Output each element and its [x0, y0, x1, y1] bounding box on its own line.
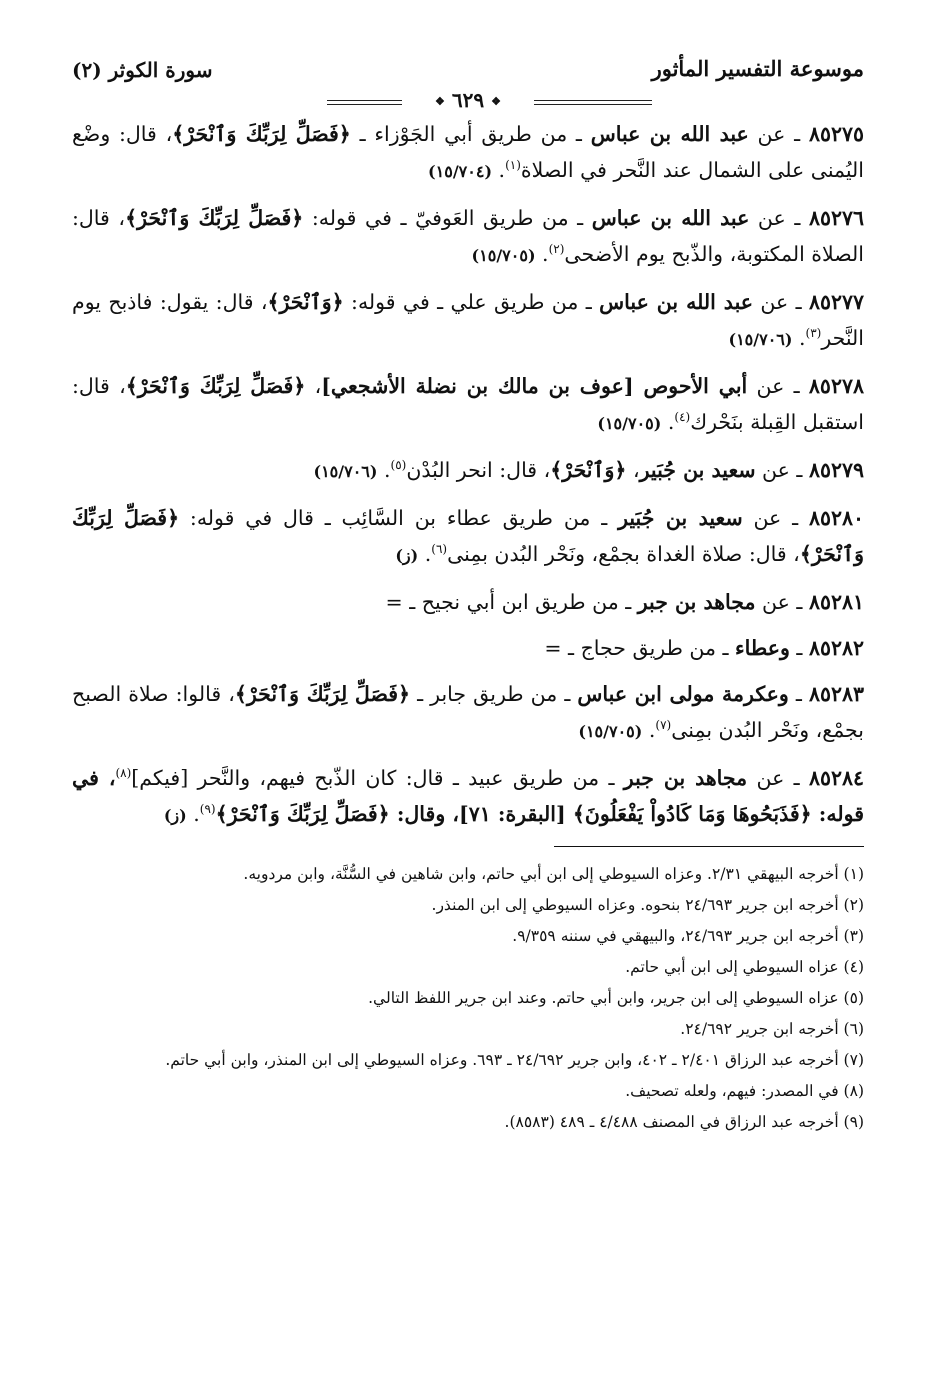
separator: ـ	[788, 682, 809, 706]
footnote-marker: (٥)	[390, 458, 407, 473]
quran-verse: ، في قوله: ﴿فَذَبَحُوهَا وَمَا كَادُواْ يَفْعَلُونَ﴾ [البقرة: ٧١]، وقال: ﴿فَصَلِّ لِرَبِّكَ وَٱنْحَرْ﴾	[72, 766, 864, 826]
narration-text: .	[186, 802, 200, 826]
narration-text: ، قال: انحر البُدْن	[406, 458, 551, 482]
footnote-marker: (٤)	[674, 410, 691, 425]
footnote-marker: (٨)	[115, 766, 132, 781]
narration-chain: ـ من طريق عبيد ـ قال: كان الذّبح فيهم، والنَّحر [فيكم]	[131, 766, 624, 790]
narration-entry	[72, 584, 864, 620]
footnotes	[72, 861, 864, 1135]
narration-text: عن	[747, 374, 785, 398]
narration-entry	[72, 760, 864, 834]
ornament-icon: ❖	[435, 95, 445, 108]
separator: ـ	[789, 458, 809, 482]
narration-text: .	[642, 718, 656, 742]
narration-entry	[72, 284, 864, 358]
separator: ـ	[785, 122, 809, 146]
narrator-name: عبد الله بن عباس	[599, 290, 753, 314]
narrator-name: سعيد بن جُبَير	[639, 458, 756, 482]
quran-verse: ﴿فَصَلِّ لِرَبِّكَ وَٱنْحَرْ﴾	[125, 374, 306, 398]
footnote: (٣) أخرجه ابن جرير ٢٤/٦٩٣، والبيهقي في سننه ٩/٣٥٩.	[512, 927, 864, 945]
narration-text: عن	[742, 506, 782, 530]
source-reference: (١٥/٧٠٥)	[471, 246, 536, 265]
narration-text: ، قال: الصلاة المكتوبة، والذّبح يوم الأضحى	[72, 206, 864, 266]
footnote-marker: (٦)	[431, 542, 448, 557]
narration-entry	[72, 452, 864, 490]
source-reference: (ز)	[163, 806, 187, 825]
document-page	[72, 56, 864, 1140]
book-title: موسوعة التفسير المأثور	[651, 56, 864, 81]
narration-chain: ـ من طريق أبي الجَوْزاء ـ	[350, 122, 591, 146]
narration-chain: ،	[305, 374, 322, 398]
narration-chain: ـ من طريق ابن أبي نجيح ـ =	[385, 590, 638, 614]
narration-text: .	[792, 326, 806, 350]
narration-chain: ـ من طريق جابر ـ	[410, 682, 578, 706]
footnote: (٩) أخرجه عبد الرزاق في المصنف ٤/٤٨٨ ـ ٤٨٩ (٨٥٨٣).	[504, 1113, 864, 1131]
narration-text: ، قال: صلاة الغداة بجمْع، ونَحْر البُدن بمِنى	[447, 542, 800, 566]
narration-text: عن	[749, 206, 786, 230]
narration-chain: ـ من طريق علي ـ في قوله:	[343, 290, 600, 314]
footnote-marker: (٣)	[805, 326, 822, 341]
narration-entry	[72, 500, 864, 574]
narration-text: ، قال: وضْع اليُمنى على الشمال عند النَّحر في الصلاة	[72, 122, 864, 182]
narration-text: عن	[755, 590, 790, 614]
narrator-name: عبد الله بن عباس	[591, 206, 750, 230]
narration-text: .	[535, 242, 549, 266]
narration-text: ، قالوا: صلاة الصبح بجمْع، ونَحْر البُدن بمِنى	[72, 682, 864, 742]
footnote: (١) أخرجه البيهقي ٢/٣١. وعزاه السيوطي إلى ابن أبي حاتم، وابن شاهين في السُّنَّة، وابن مردويه.	[243, 865, 864, 883]
page-number: ٦٢٩	[451, 88, 485, 112]
separator: ـ	[781, 506, 809, 530]
narration-text: .	[492, 158, 506, 182]
separator: ـ	[789, 590, 809, 614]
footnote: (٤) عزاه السيوطي إلى ابن أبي حاتم.	[625, 958, 864, 976]
narration-text: .	[661, 410, 675, 434]
narration-number: ٨٥٢٨٢	[808, 636, 864, 660]
footnote-marker: (٢)	[548, 242, 565, 257]
source-reference: (١٥/٧٠٦)	[313, 462, 378, 481]
footnote-marker: (٧)	[655, 718, 672, 733]
footnote: (٧) أخرجه عبد الرزاق ٢/٤٠١ ـ ٤٠٢، وابن جرير ٢٤/٦٩٢ ـ ٦٩٣. وعزاه السيوطي إلى ابن المنذر، وابن أبي حاتم.	[165, 1051, 864, 1069]
surah-title: سورة الكوثر (٢)	[72, 58, 213, 82]
narrator-name: مجاهد بن جبر	[623, 766, 748, 790]
narrator-name: سعيد بن جُبَير	[618, 506, 743, 530]
narrations	[72, 116, 864, 834]
narrator-name: وعطاء	[735, 636, 790, 660]
quran-verse: ﴿وَٱنْحَرْ﴾	[550, 458, 627, 482]
footnote: (٦) أخرجه ابن جرير ٢٤/٦٩٢.	[680, 1020, 864, 1038]
narrator-name: وعكرمة مولى ابن عباس	[577, 682, 789, 706]
footnote: (٨) في المصدر: فيهم، ولعله تصحيف.	[625, 1082, 864, 1100]
footnote-divider	[554, 846, 864, 847]
narration-entry	[72, 630, 864, 666]
narrator-name: عبد الله بن عباس	[590, 122, 749, 146]
narration-entry	[72, 116, 864, 190]
narration-number: ٨٥٢٧٦	[808, 206, 864, 230]
separator: ـ	[784, 766, 809, 790]
narration-entry	[72, 200, 864, 274]
narration-chain: ـ من طريق حجاج ـ =	[544, 636, 736, 660]
quran-verse: ﴿فَصَلِّ لِرَبِّكَ وَٱنْحَرْ﴾	[172, 122, 351, 146]
narration-number: ٨٥٢٨٠	[808, 506, 865, 530]
narration-entry	[72, 368, 864, 442]
separator: ـ	[784, 374, 809, 398]
quran-verse: ﴿وَٱنْحَرْ﴾	[267, 290, 344, 314]
footnote-marker: (٩)	[199, 802, 216, 817]
narration-number: ٨٥٢٧٥	[808, 122, 864, 146]
narration-number: ٨٥٢٨٣	[808, 682, 864, 706]
narrator-name: أبي الأحوص [عوف بن مالك بن نضلة الأشجعي]	[321, 374, 748, 398]
narrator-name: مجاهد بن جبر	[637, 590, 756, 614]
footnote: (٥) عزاه السيوطي إلى ابن جرير، وابن أبي حاتم. وعند ابن جرير اللفظ التالي.	[368, 989, 864, 1007]
source-reference: (١٥/٧٠٦)	[728, 330, 793, 349]
narration-number: ٨٥٢٧٩	[808, 458, 864, 482]
source-reference: (١٥/٧٠٥)	[578, 722, 643, 741]
narration-number: ٨٥٢٨١	[808, 590, 864, 614]
separator: ـ	[788, 290, 809, 314]
page-number-block	[402, 88, 534, 112]
narration-chain: ،	[626, 458, 640, 482]
separator: ـ	[785, 206, 809, 230]
narration-chain: ـ من طريق عطاء بن السَّائِب ـ قال في قوله:	[179, 506, 619, 530]
narration-entry	[72, 676, 864, 750]
narration-number: ٨٥٢٧٧	[808, 290, 864, 314]
narration-number: ٨٥٢٧٨	[808, 374, 864, 398]
narration-text: عن	[747, 766, 785, 790]
narration-text: عن	[755, 458, 790, 482]
footnote: (٢) أخرجه ابن جرير ٢٤/٦٩٣ بنحوه. وعزاه السيوطي إلى ابن المنذر.	[431, 896, 864, 914]
footnote-marker: (١)	[505, 158, 521, 173]
quran-verse: ﴿فَصَلِّ لِرَبِّكَ وَٱنْحَرْ﴾	[234, 682, 411, 706]
page-header	[72, 56, 864, 112]
narration-text: ، قال: استقبل القِبلة بنَحْرك	[72, 374, 864, 434]
quran-verse: ﴿فَصَلِّ لِرَبِّكَ وَٱنْحَرْ﴾	[125, 206, 304, 230]
ornament-icon: ❖	[491, 95, 501, 108]
narration-text: ، قال: يقول: فاذبح يوم النَّحر	[72, 290, 864, 350]
narration-text: .	[377, 458, 391, 482]
narration-chain: ـ من طريق العَوفيّ ـ في قوله:	[303, 206, 592, 230]
narration-text: عن	[753, 290, 789, 314]
narration-number: ٨٥٢٨٤	[808, 766, 864, 790]
source-reference: (١٥/٧٠٥)	[597, 414, 662, 433]
source-reference: (١٥/٧٠٤)	[428, 162, 493, 181]
quran-verse: ﴿فَصَلِّ لِرَبِّكَ وَٱنْحَرْ﴾	[72, 506, 864, 566]
narration-text: عن	[748, 122, 786, 146]
narration-text: .	[418, 542, 432, 566]
source-reference: (ز)	[395, 546, 419, 565]
separator: ـ	[789, 636, 809, 660]
